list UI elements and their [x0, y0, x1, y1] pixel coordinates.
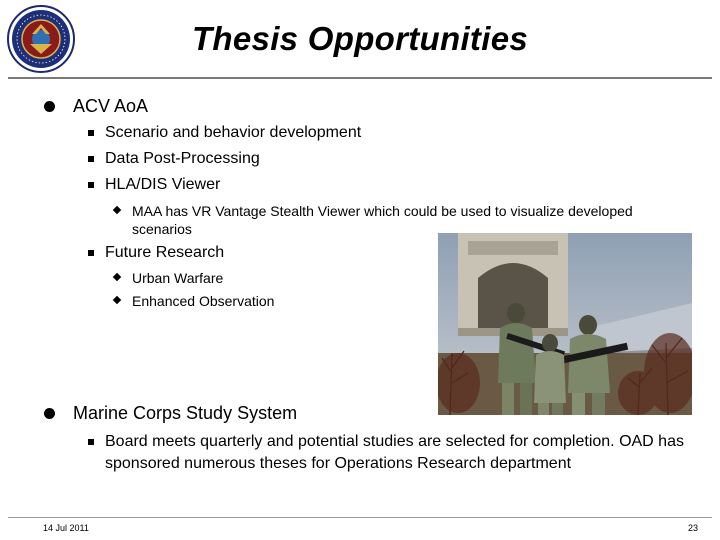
sub-sub-bullet-text: Enhanced Observation: [132, 293, 275, 309]
simulation-screenshot-image: [438, 233, 692, 415]
sub-sub-bullet-text: Urban Warfare: [132, 270, 224, 286]
sub-sub-bullet-text: MAA has VR Vantage Stealth Viewer which could be used to visualize developed scenarios: [132, 203, 633, 237]
sub-bullet-text: Board meets quarterly and potential studies are selected for completion. OAD has sponsored numerous theses for Operations Research department: [105, 433, 684, 472]
footer-divider: [8, 517, 712, 518]
diamond-bullet-icon: [113, 206, 121, 214]
sub-bullet-text: Data Post-Processing: [105, 150, 260, 167]
diamond-bullet-icon: [113, 296, 121, 304]
title-divider: [8, 77, 712, 79]
sub-bullet-text: Scenario and behavior development: [105, 124, 362, 141]
page-number: 23: [687, 523, 698, 533]
round-bullet-icon: [44, 101, 55, 112]
square-bullet-icon: [88, 130, 94, 136]
square-bullet-icon: [88, 182, 94, 188]
round-bullet-icon: [44, 408, 55, 419]
bullet-text: Marine Corps Study System: [73, 403, 298, 423]
square-bullet-icon: [88, 156, 94, 162]
footer-date: 14 Jul 2011: [43, 523, 89, 533]
bullet-text: ACV AoA: [73, 96, 149, 116]
diamond-bullet-icon: [113, 273, 121, 281]
square-bullet-icon: [88, 250, 94, 256]
slide-title: Thesis Opportunities: [191, 20, 529, 57]
sub-bullet-text: HLA/DIS Viewer: [105, 176, 221, 193]
sub-bullet-text: Future Research: [105, 244, 225, 261]
square-bullet-icon: [88, 439, 94, 445]
